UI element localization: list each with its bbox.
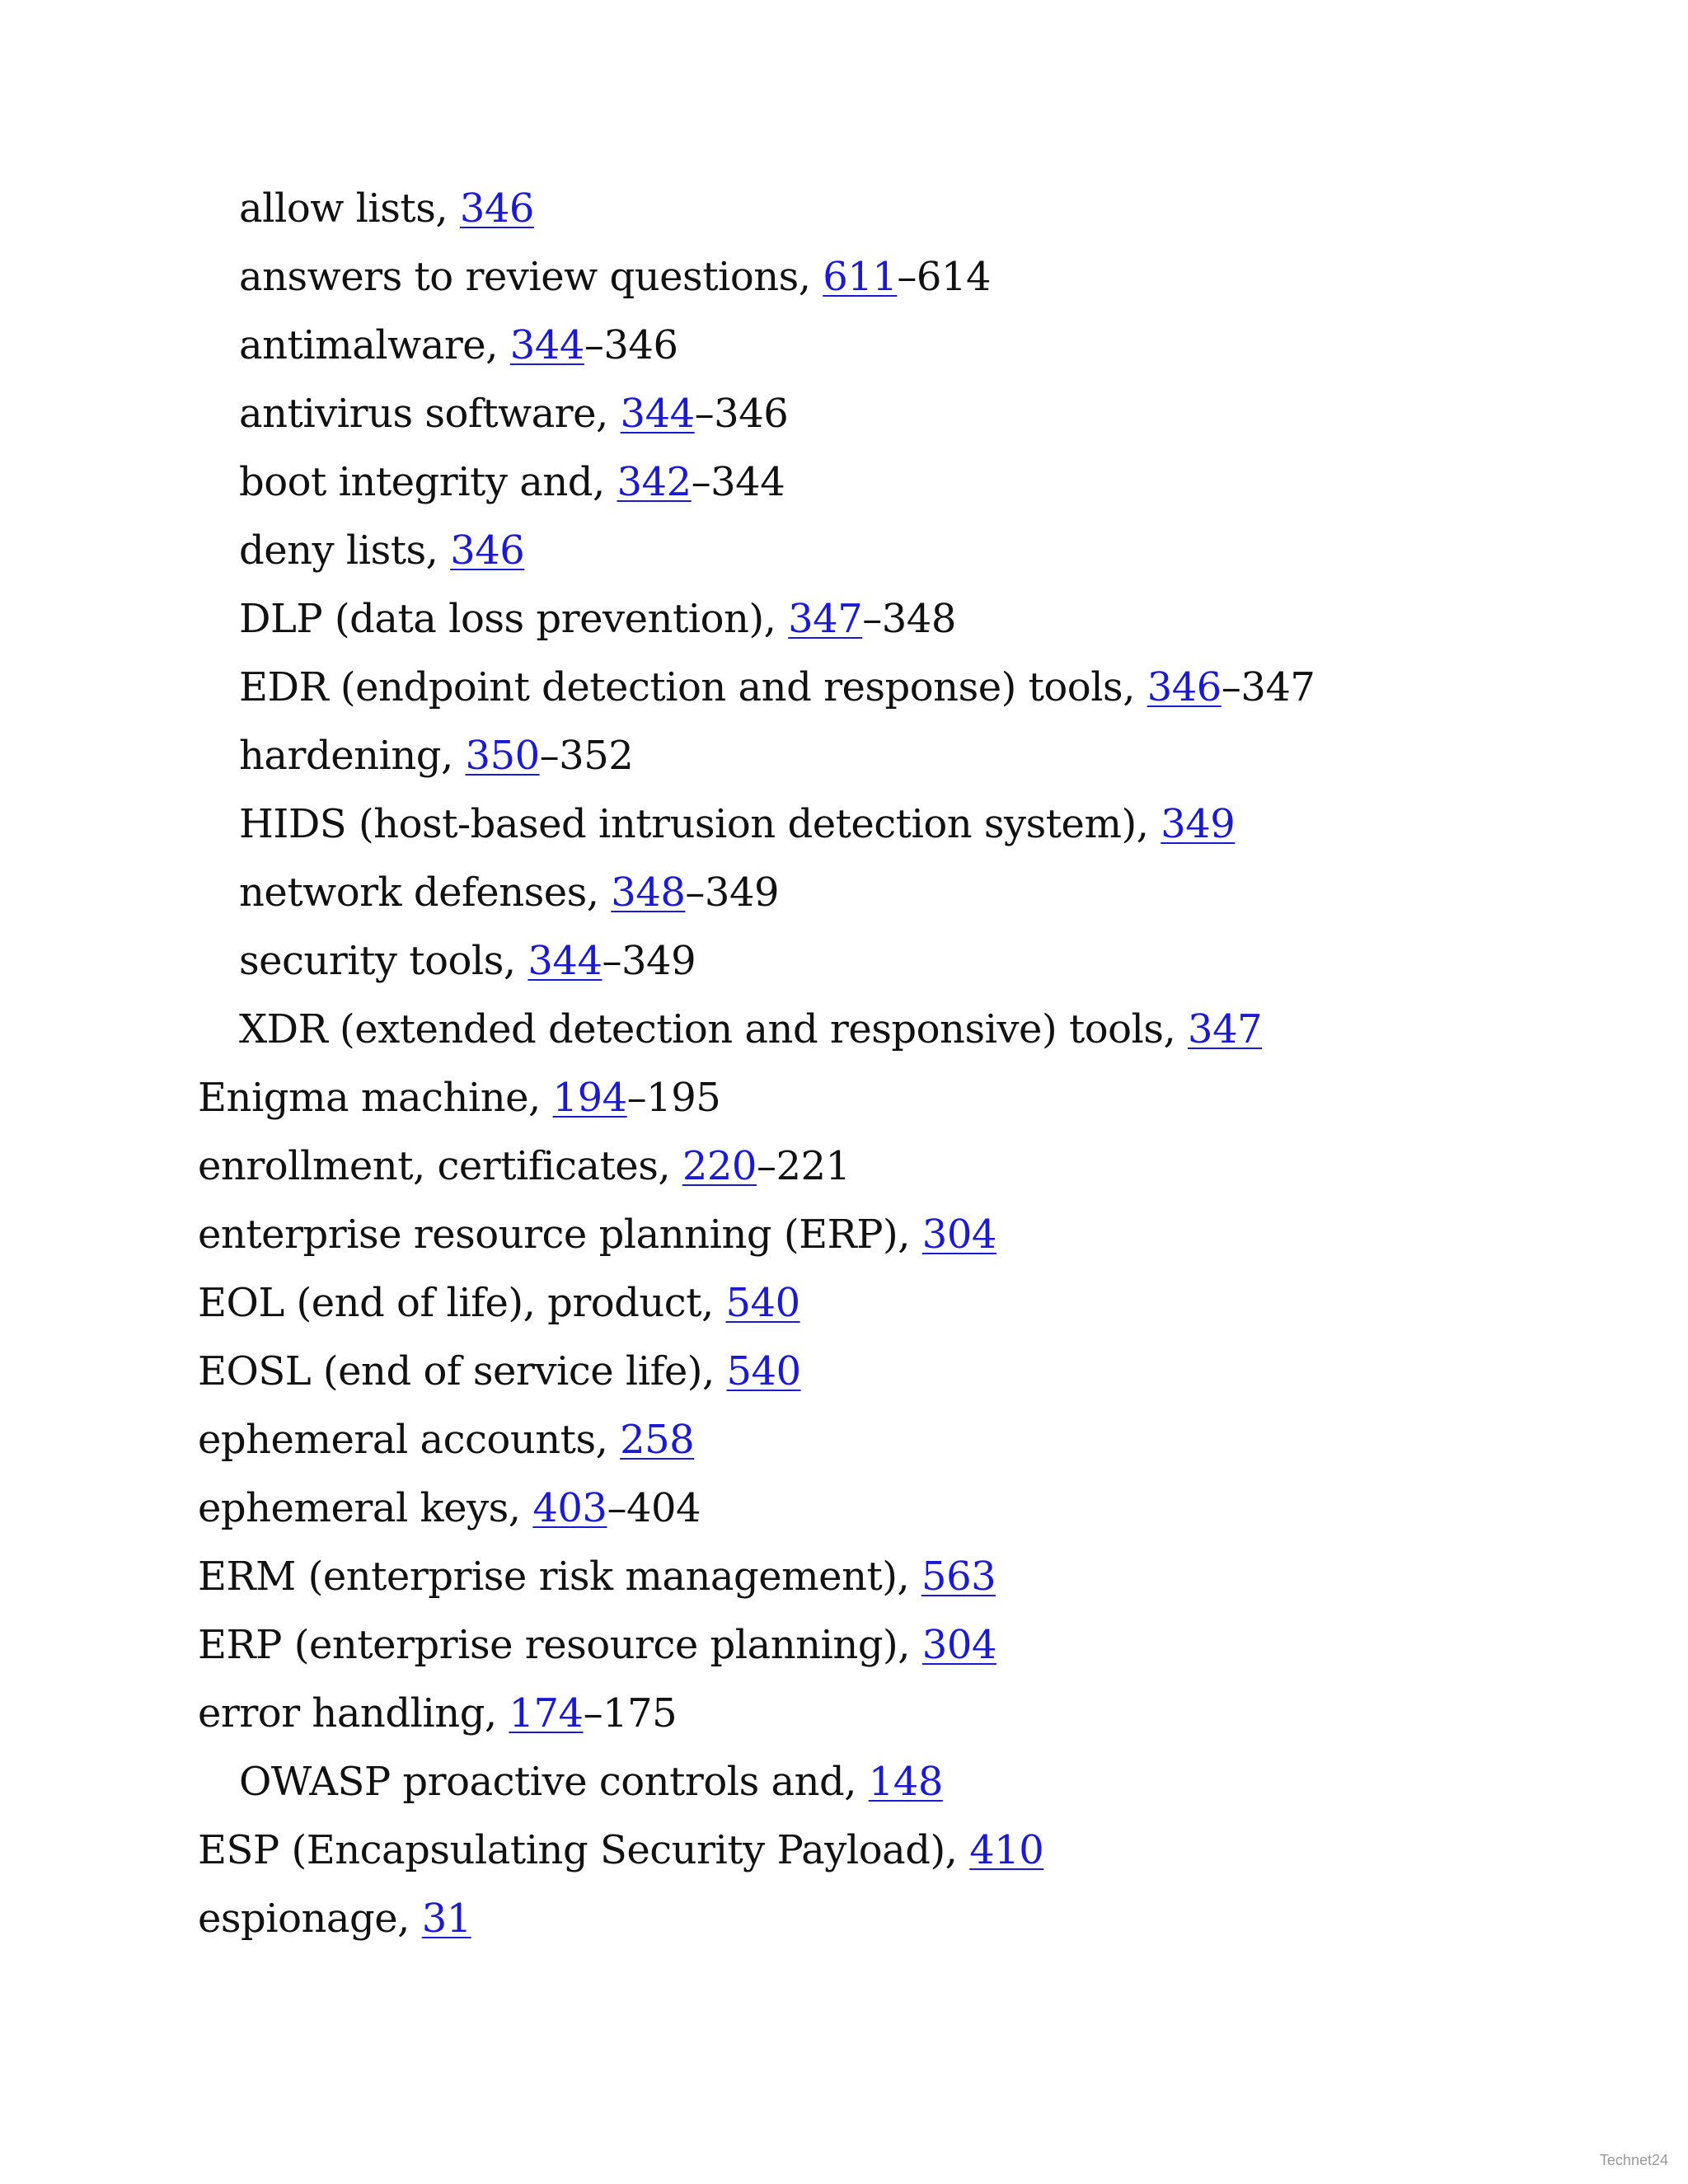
index-entry [0,1543,1688,1611]
page-link[interactable]: 346 [450,527,525,574]
index-term: deny lists, [239,527,451,574]
index-term: HIDS (host-based intrusion detection system), [239,801,1161,847]
page-link[interactable]: 220 [682,1143,757,1189]
page-link[interactable]: 563 [921,1554,996,1600]
index-term: EOL (end of life), product, [198,1280,726,1326]
index-term: OWASP proactive controls and, [239,1759,869,1805]
index-entry [0,1132,1688,1201]
page-link[interactable]: 174 [509,1690,584,1736]
page-link[interactable]: 31 [421,1896,471,1942]
page-range-end: –349 [602,938,696,984]
index-term: answers to review questions, [239,254,823,300]
index-entry [0,380,1688,448]
page-link[interactable]: 348 [611,869,686,916]
index-term: hardening, [239,733,466,779]
index-entry [0,1611,1688,1680]
index-entry [0,1748,1688,1816]
page-link[interactable]: 540 [725,1280,800,1326]
index-term: antimalware, [239,322,510,368]
page-link[interactable]: 349 [1160,801,1236,847]
index-entry [0,1338,1688,1406]
index-term: Enigma machine, [198,1075,553,1121]
index-entry [0,1406,1688,1474]
index-entry [0,1201,1688,1269]
page-range-end: –175 [583,1690,678,1736]
page-link[interactable]: 258 [620,1417,695,1463]
page-link[interactable]: 347 [788,596,863,642]
index-term: espionage, [198,1896,422,1942]
index-term: EOSL (end of service life), [198,1348,727,1394]
page-range-end: –614 [897,254,992,300]
index-entry [0,996,1688,1064]
page-range-end: –195 [626,1075,721,1121]
page-range-end: –352 [539,733,634,779]
page-range-end: –221 [756,1143,851,1189]
page-range-end: –404 [607,1485,701,1531]
index-entry [0,1064,1688,1132]
page-link[interactable]: 611 [823,254,898,300]
page-link[interactable]: 304 [921,1622,996,1668]
page-range-end: –344 [691,459,785,505]
index-entry [0,790,1688,859]
page-link[interactable]: 346 [1146,664,1221,710]
page-link[interactable]: 344 [509,322,584,368]
page-link[interactable]: 304 [921,1212,996,1258]
index-term: ephemeral accounts, [198,1417,621,1463]
index-list [0,175,1688,1953]
page-range-end: –349 [685,869,780,916]
index-term: DLP (data loss prevention), [239,596,789,642]
index-term: network defenses, [239,869,612,916]
page-link[interactable]: 342 [617,459,692,505]
index-term: error handling, [198,1690,509,1736]
index-entry [0,722,1688,790]
index-entry [0,1816,1688,1885]
index-entry [0,312,1688,380]
index-term: XDR (extended detection and responsive) tools, [239,1006,1189,1052]
index-term: boot integrity and, [239,459,617,505]
page-range-end: –347 [1221,664,1315,710]
index-term: allow lists, [239,185,460,232]
index-entry [0,1269,1688,1338]
index-term: enterprise resource planning (ERP), [198,1212,922,1258]
index-entry [0,927,1688,996]
index-entry [0,517,1688,585]
index-term: ERP (enterprise resource planning), [198,1622,922,1668]
page-link[interactable]: 410 [969,1827,1044,1873]
index-term: security tools, [239,938,528,984]
index-entry [0,654,1688,722]
page-range-end: –348 [862,596,956,642]
index-entry [0,448,1688,517]
page-link[interactable]: 346 [459,185,534,232]
watermark: Technet24 [1599,2152,1668,2168]
page-range-end: –346 [584,322,678,368]
page-link[interactable]: 540 [726,1348,801,1394]
index-term: ESP (Encapsulating Security Payload), [198,1827,970,1873]
index-entry [0,585,1688,654]
index-entry [0,1885,1688,1953]
page-link[interactable]: 194 [552,1075,627,1121]
index-entry [0,243,1688,312]
index-term: ERM (enterprise risk management), [198,1554,922,1600]
page-link[interactable]: 148 [868,1759,943,1805]
index-entry [0,859,1688,927]
page-range-end: –346 [694,391,789,437]
index-entry [0,1474,1688,1543]
index-term: ephemeral keys, [198,1485,533,1531]
page-link[interactable]: 350 [465,733,540,779]
index-term: enrollment, certificates, [198,1143,682,1189]
index-term: antivirus software, [239,391,621,437]
page-link[interactable]: 344 [528,938,603,984]
page-link[interactable]: 344 [620,391,695,437]
page-link[interactable]: 403 [532,1485,607,1531]
index-entry [0,1680,1688,1748]
page-link[interactable]: 347 [1188,1006,1263,1052]
index-entry [0,175,1688,243]
index-term: EDR (endpoint detection and response) tools, [239,664,1147,710]
